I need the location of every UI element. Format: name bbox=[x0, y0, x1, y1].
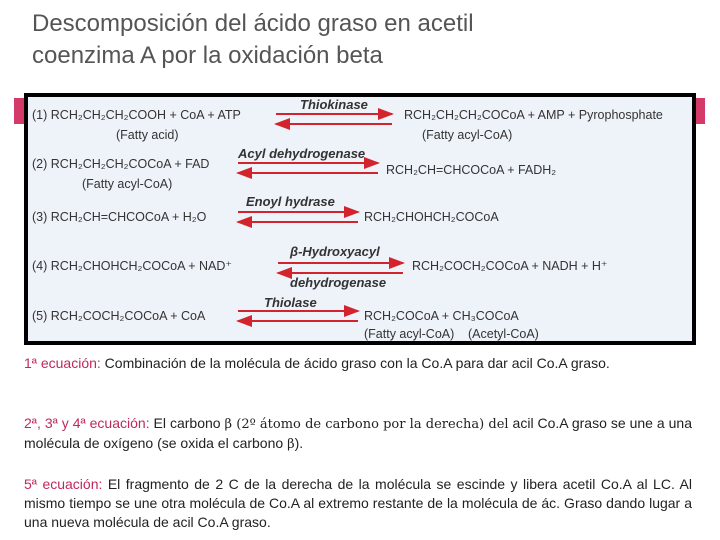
paragraph-2-label: 2ª, 3ª y 4ª ecuación: bbox=[24, 415, 150, 431]
reaction-5-right-note-2: (Acetyl-CoA) bbox=[468, 327, 539, 341]
paragraph-2 bbox=[24, 414, 692, 454]
reaction-4-enzyme-line-2: dehydrogenase bbox=[290, 275, 387, 290]
paragraph-2-text-d: ). bbox=[294, 435, 304, 451]
reaction-2-left: (2) RCH₂CH₂CH₂COCoA + FAD bbox=[32, 157, 210, 171]
reaction-1-right: RCH₂CH₂CH₂COCoA + AMP + Pyrophosphate bbox=[404, 108, 663, 122]
reaction-2-right: RCH₂CH=CHCOCoA + FADH₂ bbox=[386, 163, 557, 177]
reaction-figure bbox=[24, 93, 696, 345]
paragraph-2-text-b: (2º átomo de carbono por la derecha) del bbox=[232, 417, 509, 432]
reaction-3-enzyme: Enoyl hydrase bbox=[246, 194, 335, 209]
reaction-1-enzyme: Thiokinase bbox=[300, 97, 368, 112]
paragraph-1-label: 1ª ecuación: bbox=[24, 355, 101, 371]
reaction-1-left-note: (Fatty acid) bbox=[116, 128, 179, 142]
reaction-3-left: (3) RCH₂CH=CHCOCoA + H₂O bbox=[32, 210, 207, 224]
slide-title bbox=[32, 8, 692, 72]
reaction-2-enzyme: Acyl dehydrogenase bbox=[238, 146, 366, 161]
reaction-2-left-note: (Fatty acyl-CoA) bbox=[82, 177, 173, 191]
beta-symbol-2: β bbox=[287, 437, 295, 452]
paragraph-2-text-c: acil Co.A graso se une a una molécula de oxígeno (se oxida el carbono bbox=[24, 415, 692, 451]
reaction-5-left: (5) RCH₂COCH₂COCoA + CoA bbox=[32, 309, 206, 323]
reaction-5-right-note-1: (Fatty acyl-CoA) bbox=[364, 327, 455, 341]
reaction-1-left: (1) RCH₂CH₂CH₂COOH + CoA + ATP bbox=[32, 108, 241, 122]
paragraph-3-text: El fragmento de 2 C de la derecha de la molécula se escinde y libera acetil Co.A al LC. Al mismo tiempo se une otra molécula de Co.A al extremo restante de la molécula de ác. Graso dando lugar a una nueva molécula de acil Co.A graso. bbox=[24, 476, 692, 530]
paragraph-3-label: 5ª ecuación: bbox=[24, 476, 103, 492]
paragraph-2-text-a: El carbono bbox=[149, 415, 225, 431]
reaction-4-enzyme-line-1: β-Hydroxyacyl bbox=[290, 244, 380, 259]
reaction-5-right: RCH₂COCoA + CH₃COCoA bbox=[364, 309, 519, 323]
reaction-5-enzyme: Thiolase bbox=[264, 295, 317, 310]
paragraph-1 bbox=[24, 354, 692, 373]
reaction-1-right-note: (Fatty acyl-CoA) bbox=[422, 128, 513, 142]
paragraph-1-text: Combinación de la molécula de ácido graso con la Co.A para dar acil Co.A graso. bbox=[100, 355, 610, 371]
title-line-1: Descomposición del ácido graso en acetil bbox=[32, 10, 474, 37]
accent-bar-right bbox=[695, 98, 705, 124]
reaction-3-right: RCH₂CHOHCH₂COCoA bbox=[364, 210, 499, 224]
reaction-figure-panel bbox=[28, 97, 692, 341]
reaction-4-left: (4) RCH₂CHOHCH₂COCoA + NAD⁺ bbox=[32, 259, 233, 273]
title-line-2: coenzima A por la oxidación beta bbox=[32, 42, 383, 69]
beta-symbol: β bbox=[224, 417, 233, 432]
reaction-4-right: RCH₂COCH₂COCoA + NADH + H⁺ bbox=[412, 259, 608, 273]
paragraph-3 bbox=[24, 475, 692, 532]
